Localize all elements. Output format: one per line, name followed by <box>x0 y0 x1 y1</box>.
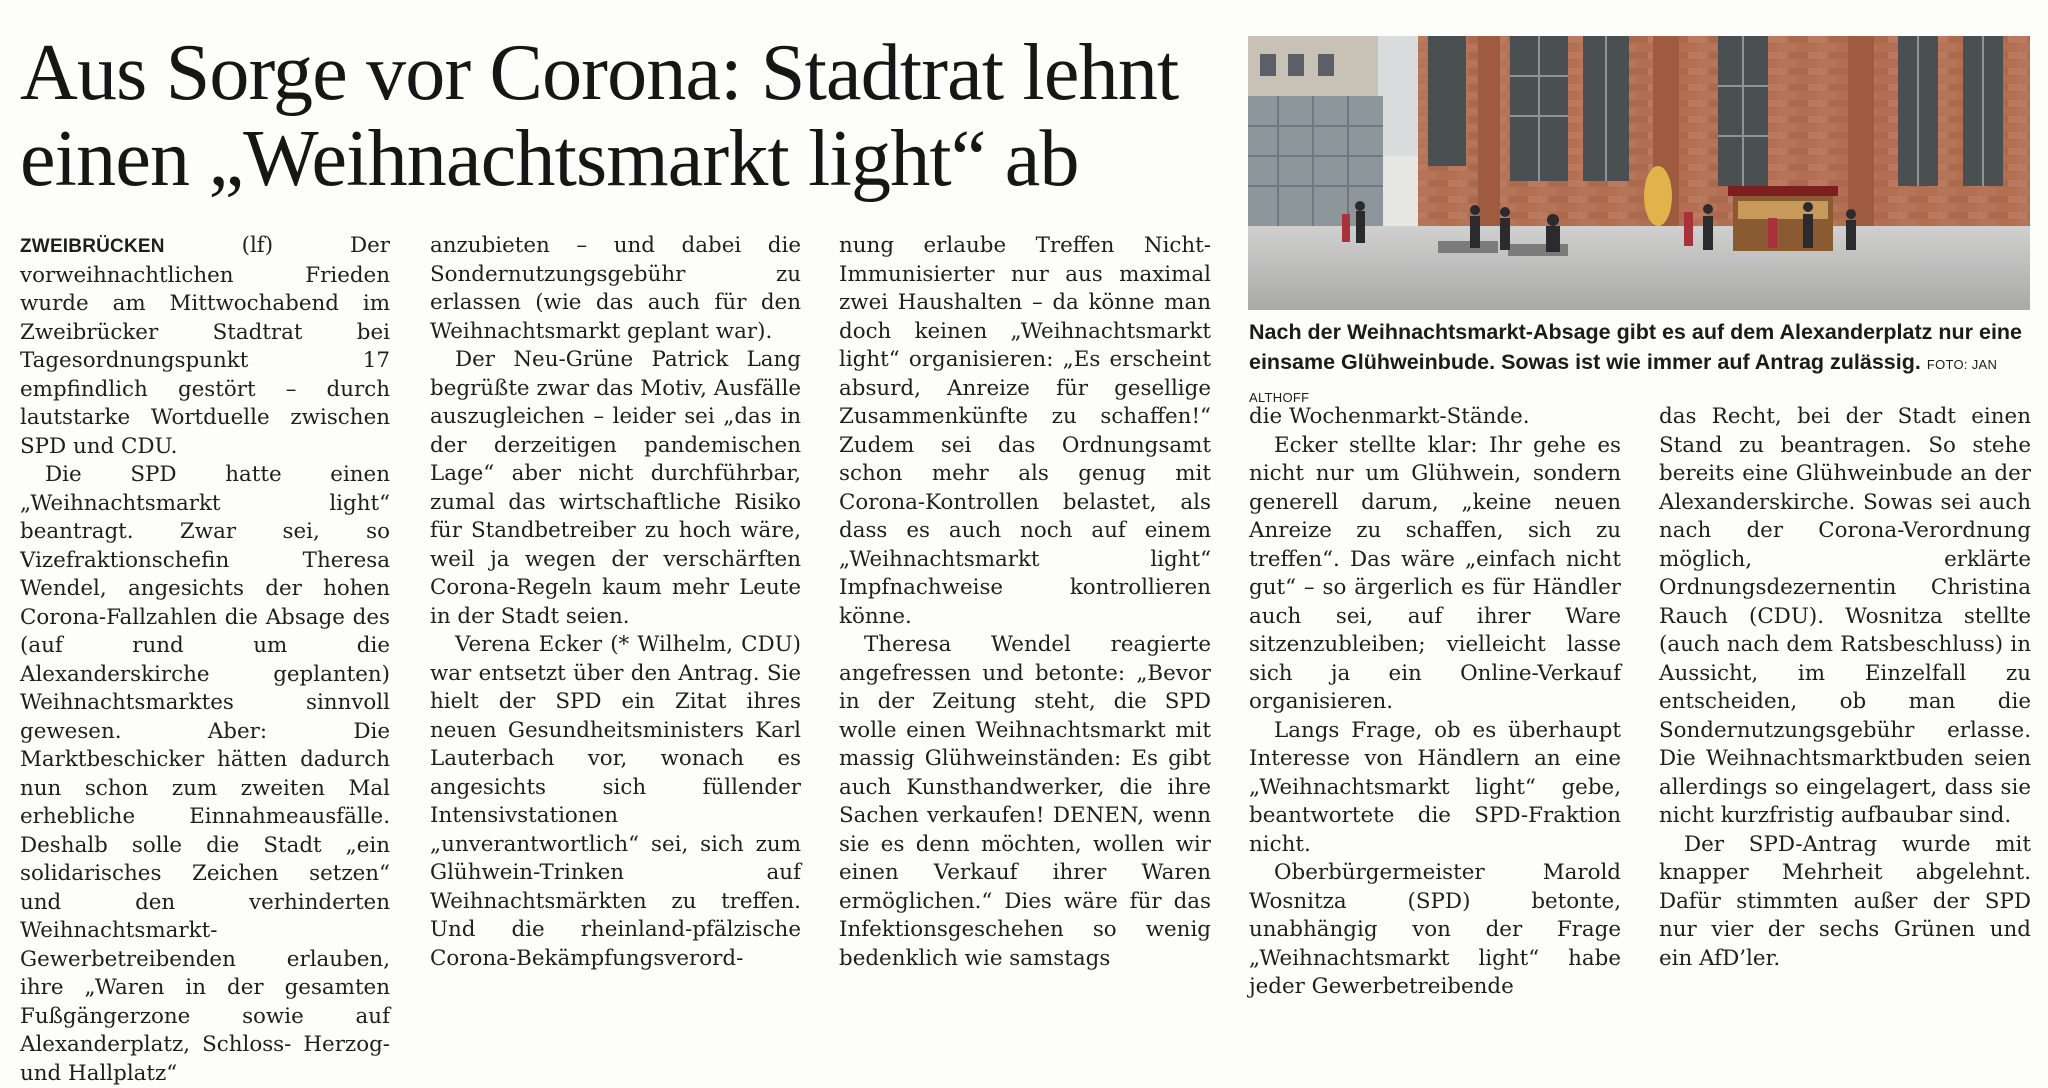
paragraph: Oberbürgermeister Marold Wosnitza (SPD) betonte, unabhängig von der Frage „Weihnachtsmarkt light“ habe jeder Gewerbetreibende <box>1249 860 1621 999</box>
paragraph: Theresa Wendel reagierte angefressen und betonte: „Bevor in der Zeitung steht, die SPD wolle einen Weihnachtsmarkt mit massig Glühweinständen: Es gibt auch Kunsthandwerker, die ihre Sachen verkaufen! DENEN, wenn sie es denn möchten, wollen wir einen Verkauf ihrer Waren ermöglichen.“ Dies wäre für das Infektionsgeschehen so wenig bedenklich wie samstags <box>839 632 1211 971</box>
paragraph-continued: die Wochenmarkt-Stände. <box>1249 404 1530 429</box>
paragraph: Die SPD hatte einen „Weihnachtsmarkt light“ beantragt. Zwar sei, so Vizefraktionschefin Theresa Wendel, angesichts der hohen Corona-Fallzahlen die Absage des (auf rund um die Alexanderskirche geplanten) Weihnachtsmarktes sinnvoll gewesen. Aber: Die Marktbeschicker hätten dadurch nun schon zum zweiten Mal erhebliche Einnahmeausfälle. Deshalb solle die Stadt „ein solidarisches Zeichen setzen“ und den verhinderten Weihnachtsmarkt-Gewerbetreibenden erlauben, ihre „Waren in der gesamten Fußgängerzone sowie auf Alexanderplatz, Schloss- Herzog- und Hallplatz“ <box>20 462 390 1086</box>
article-column-5 <box>1659 403 2031 973</box>
dateline: ZWEIBRÜCKEN <box>20 236 165 257</box>
paragraph: Langs Frage, ob es überhaupt Interesse von Händlern an eine „Weihnachtsmarkt light“ gebe, beantwortete die SPD-Fraktion nicht. <box>1249 717 1621 857</box>
headline: Aus Sorge vor Corona: Stadtrat lehnt einen „Weihnachtsmarkt light“ ab <box>20 29 1179 203</box>
paragraph: Der Neu-Grüne Patrick Lang begrüßte zwar das Motiv, Ausfälle auszugleichen – leider sei „das in der derzeitigen pandemischen Lage“ aber nicht durchführbar, zumal das wirtschaftliche Risiko für Standbetreiber zu hoch wäre, weil ja wegen der verschärften Corona-Regeln kaum mehr Leute in der Stadt seien. <box>430 347 801 629</box>
photo-credit: FOTO: JAN ALTHOFF <box>1249 357 1998 405</box>
article-photo <box>1248 36 2030 310</box>
paragraph-continued: das Recht, bei der Stadt einen Stand zu beantragen. So stehe bereits eine Glühweinbude an der Alexanderskirche. Sowas sei auch nach der Corona-Verordnung möglich, erklärte Ordnungsdezernentin Christina Rauch (CDU). Wosnitza stellte (auch nach dem Ratsbeschluss) in Aussicht, im Einzelfall zu entscheiden, ob man die Sondernutzungsgebühr erlasse. Die Weihnachtsmarktbuden seien allerdings so eingelagert, dass sie nicht kurzfristig aufbaubar sind. <box>1659 404 2031 828</box>
caption-text: Nach der Weihnachtsmarkt-Absage gibt es auf dem Alexanderplatz nur eine einsame Glühweinbude. Sowas ist wie immer auf Antrag zulässig. <box>1249 320 2023 374</box>
paragraph-continued: anzubieten – und dabei die Sondernutzungsgebühr zu erlassen (wie das auch für den Weihnachtsmarkt geplant war). <box>430 233 801 344</box>
paragraph-continued: nung erlaube Treffen Nicht-Immunisierter nur aus maximal zwei Haushalten – da könne man doch keinen „Weihnachtsmarkt light“ organisieren: „Es erscheint absurd, Anreize für gesellige Zusammenkünfte zu schaffen!“ Zudem sei das Ordnungsamt schon mehr als genug mit Corona-Kontrollen belastet, als dass es auch noch auf einem „Weihnachtsmarkt light“ Impfnachweise kontrollieren könne. <box>839 233 1211 629</box>
paragraph: Verena Ecker (* Wilhelm, CDU) war entsetzt über den Antrag. Sie hielt der SPD ein Zitat ihres neuen Gesundheitsministers Karl Lauterbach vor, wonach es angesichts sich füllender Intensivstationen „unverantwortlich“ sei, sich zum Glühwein-Trinken auf Weihnachtsmärkten zu treffen. Und die rheinland-pfälzische Corona-Bekämpfungsverord- <box>430 632 801 971</box>
article-column-4 <box>1249 403 1621 1002</box>
article-column-1 <box>20 232 390 1088</box>
lead-paragraph <box>20 232 390 461</box>
photo-caption <box>1249 317 2048 413</box>
article-column-2 <box>430 232 801 973</box>
paragraph: Ecker stellte klar: Ihr gehe es nicht nur um Glühwein, sondern generell darum, „keine neuen Anreize zu schaffen, sich zu treffen“. Das wäre „einfach nicht gut“ – so ärgerlich es für Händler auch sei, auf ihrer Ware sitzenzubleiben; vielleicht lasse sich ja ein Online-Verkauf organisieren. <box>1249 432 1621 714</box>
paragraph: Der SPD-Antrag wurde mit knapper Mehrheit abgelehnt. Dafür stimmten außer der SPD nur vier der sechs Grünen und ein AfD’ler. <box>1659 831 2031 971</box>
lead-text: (lf) Der vorweihnachtlichen Frieden wurde am Mittwochabend im Zweibrücker Stadtrat bei Tagesordnungspunkt 17 empfindlich gestört – durch lautstarke Wortduelle zwischen SPD und CDU. <box>20 233 390 459</box>
article-column-3 <box>839 232 1211 973</box>
